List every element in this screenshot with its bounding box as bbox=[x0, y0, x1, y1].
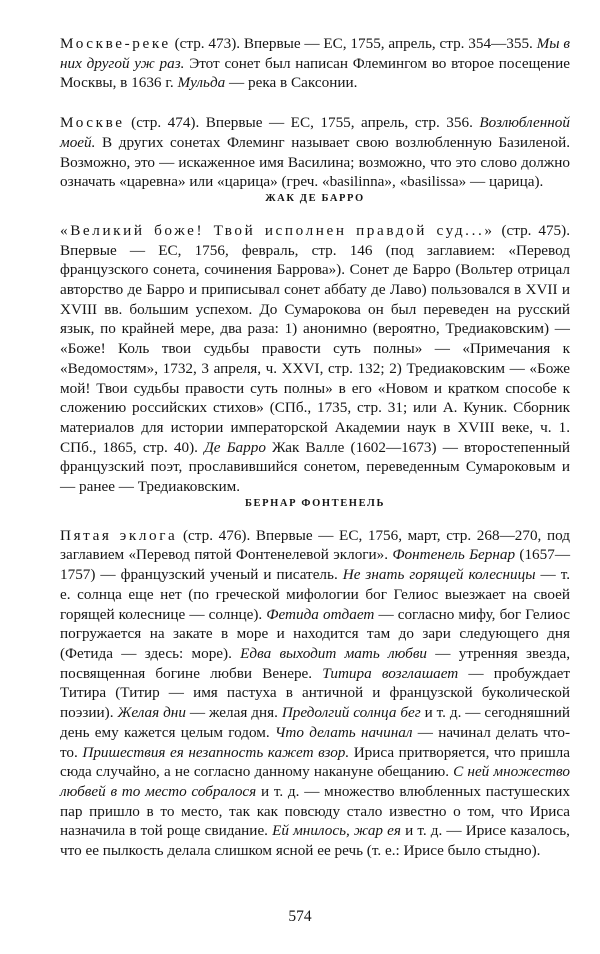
italic-term: Фетида отдает bbox=[266, 605, 375, 623]
note-text: (стр. 473). Впервые — ЕС, 1755, апрель, стр. 354—355. bbox=[170, 35, 537, 52]
note-text: Этот сонет был написан Флемингом во второе посещение Москвы, в 1636 г. bbox=[60, 54, 570, 92]
spaced-title: Пятая эклога bbox=[60, 526, 178, 544]
italic-term: Мы в них другой уж раз. bbox=[60, 35, 570, 72]
note-text: (стр. 476). Впервые — ЕС, 1756, март, стр. 268—270, под заглавием «Перевод пятой Фонтенелевой эклоги». bbox=[60, 526, 570, 564]
italic-term: Возлюбленной моей. bbox=[60, 114, 570, 151]
note-text: — желая дня. bbox=[185, 704, 282, 722]
note-moskve bbox=[60, 113, 570, 192]
italic-term: Ей мнилось, жар ея bbox=[272, 822, 401, 840]
note-text: и т. д. — сегодняшний день ему кажется целым годом. bbox=[60, 704, 571, 741]
italic-term: Не знать горящей колесницы bbox=[342, 566, 536, 584]
note-text: В других сонетах Флеминг называет свою возлюбленную Базиленой. Возможно, это — искаженное имя Василина; возможно, что это слово должно означать «царевна» или «царица» (греч. «basilinna», «basilissa» — царица). bbox=[60, 133, 570, 191]
note-moskve-reke bbox=[60, 34, 570, 93]
italic-term: Фонтенель Бернар bbox=[392, 546, 516, 564]
italic-term: Желая дни bbox=[117, 704, 186, 722]
note-text: — утренняя звезда, посвященная богине любви Венере. bbox=[60, 644, 570, 682]
italic-term: Предолгий солнца бег bbox=[281, 704, 421, 722]
spaced-title: Москве bbox=[60, 114, 125, 132]
italic-term: Де Барро bbox=[204, 438, 266, 456]
note-text: Ириса притворяется, что пришла сюда случайно, а не согласно данному накануне обещанию. bbox=[60, 743, 571, 781]
note-text: (стр. 475). Впервые — ЕС, 1756, февраль, стр. 146 (под заглавием: «Перевод французского сонета, сочинения Баррова»). Сонет де Барро (Вольтер отрицал авторство де Барро и приписывал сонет аббату де Лаво) пользовался в XVII и XVIII вв. большим успехом. До Сумарокова он был переведен на русский язык, по крайней мере, два раза: 1) анонимно (вероятно, Тредиаковским) — «Боже! Коль твои судьбы правости суть полны» — «Примечания к «Ведомостям», 1732, 3 апреля, ч. XXVI, стр. 132; 2) Тредиаковским — «Боже мой! Твои судьбы правости суть полны» в его «Новом и кратком способе к сложению российских стихов» (СПб., 1735, стр. 31; или А. Куник. Сборник материалов для истории императорской Академии наук в XVIII веке, ч. 1. СПб., 1865, стр. 40). bbox=[60, 221, 570, 456]
note-pyataya-ekloga bbox=[60, 526, 570, 861]
italic-term: Мульда bbox=[177, 74, 226, 92]
italic-term: Пришествия ея незапность кажет взор. bbox=[82, 743, 350, 761]
note-text: — т. е. солнца еще нет (по греческой мифологии бог Гелиос выезжает на своей горящей колеснице — солнце). bbox=[60, 566, 570, 623]
note-text: — согласно мифу, бог Гелиос погружается на закате в море и находится там до зари следующего дня (Фетида — здесь: море). bbox=[60, 605, 570, 662]
note-text: — пробуждает Титира (Титир — имя пастуха в античной и французской буколической поэзии). bbox=[60, 664, 570, 722]
note-text: Жак Валле (1602—1673) — второстепенный французский поэт, прославившийся сонетом, переведенным Сумароковым и — ранее — Тредиаковским. bbox=[60, 438, 570, 496]
italic-term: Титира возглашает bbox=[322, 664, 459, 682]
italic-term: С ней множество любвей в то место собралося bbox=[60, 763, 571, 800]
italic-term: Едва выходит мать любви bbox=[240, 644, 428, 662]
note-text: и т. д. — множество влюбленных пастушеских пар пришло в то место, так как повсюду стало известно о том, что Ириса назначила в той роще свидание. bbox=[60, 782, 570, 840]
page-body bbox=[60, 34, 570, 861]
note-text: (стр. 474). Впервые — ЕС, 1755, апрель, стр. 356. bbox=[124, 114, 480, 132]
page-number: 574 bbox=[288, 908, 312, 925]
note-text: и т. д. — Ирисе казалось, что ее пылкость делала слишком ясной ее речь (т. е.: Ирисе было стыдно). bbox=[60, 822, 570, 860]
spaced-title: Москве-реке bbox=[60, 35, 171, 52]
italic-term: Что делать начинал bbox=[274, 723, 413, 741]
note-velikiy-bozhe bbox=[60, 221, 570, 497]
section-heading-fontenelle: БЕРНАР ФОНТЕНЕЛЬ bbox=[244, 497, 386, 509]
note-text: (1657—1757) — французский ученый и писатель. bbox=[60, 546, 571, 584]
note-text: — начинал делать что-то. bbox=[60, 723, 570, 761]
spaced-title: «Великий боже! Твой исполнен правдой суд...» bbox=[60, 221, 495, 239]
note-text: — река в Саксонии. bbox=[225, 74, 358, 92]
section-heading-barro: ЖАК ДЕ БАРРО bbox=[265, 192, 365, 204]
